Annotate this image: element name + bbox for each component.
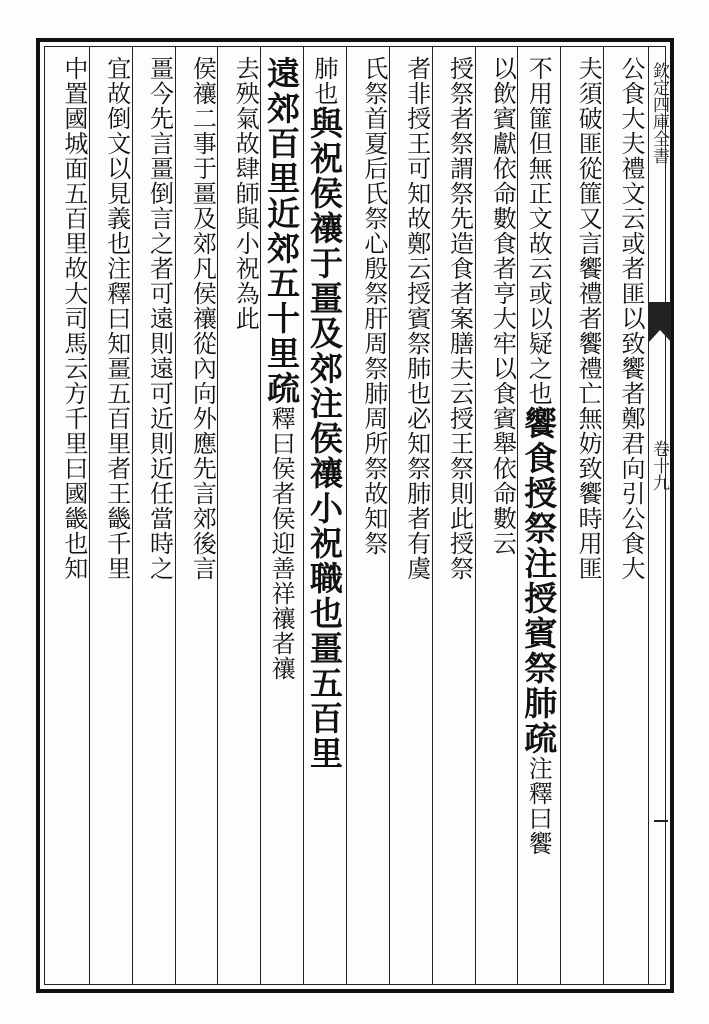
column-rule: [346, 46, 347, 985]
text-column: [432, 56, 475, 581]
column-rule: [517, 46, 518, 985]
fish-tail-mark-icon: [649, 302, 671, 342]
text-column: [389, 56, 432, 581]
commentary-text-segment: 釋曰侯者侯迎善祥禳者禳: [267, 406, 296, 681]
column-rule: [89, 46, 90, 985]
main-text-segment: 與祝侯禳于畺及郊注侯禳小祝職也畺五百里: [304, 106, 344, 771]
column-rule: [303, 46, 304, 985]
column-rule: [132, 46, 133, 985]
column-rule: [560, 46, 561, 985]
column-rule: [432, 46, 433, 985]
text-column: [603, 56, 646, 581]
main-text-segment: 疏: [262, 371, 302, 406]
commentary-text-segment: 去殃氣故肆師與小祝為此: [231, 56, 260, 331]
column-rule: [175, 46, 176, 985]
margin-divider: [648, 46, 649, 985]
commentary-text-segment: 宜故倒文以見義也注釋曰知畺五百里者王畿千里: [102, 56, 131, 581]
commentary-text-segment: 肺也: [309, 56, 338, 106]
book-title-margin: 欽定四庫全書: [649, 62, 669, 164]
commentary-text-segment: 不用篚但無正文故云或以疑之也: [524, 56, 553, 406]
text-column: [89, 56, 132, 581]
column-rule: [475, 46, 476, 985]
commentary-text-segment: 夫須破匪從篚又言饗禮者饗禮亡無妨致饗時用匪: [574, 56, 603, 581]
commentary-text-segment: 氏祭首夏后氏祭心殷祭肝周祭肺周所祭故知祭: [359, 56, 388, 556]
column-rule: [389, 46, 390, 985]
text-column: [175, 56, 218, 581]
main-text-segment: 遠郊百里近郊五十里: [262, 56, 302, 371]
commentary-text-segment: 者非授王可知故鄭云授賓祭肺也必知祭肺者有虞: [402, 56, 431, 581]
text-column: [46, 56, 89, 581]
text-column: [346, 56, 389, 556]
juan-number-margin: 卷十九: [649, 440, 669, 491]
text-column: [303, 56, 346, 771]
text-column: [517, 56, 560, 856]
main-text-segment: 饗食授祭注授賓祭肺疏: [519, 406, 559, 756]
commentary-text-segment: 以飲賓獻依命數食者亨大牢以食賓舉依命數云: [488, 56, 517, 556]
text-column: [217, 56, 260, 331]
column-rule: [260, 46, 261, 985]
text-column: [475, 56, 518, 556]
commentary-text-segment: 侯禳二事于畺及郊凡侯禳從內向外應先言郊後言: [188, 56, 217, 581]
commentary-text-segment: 公食大夫禮文云或者匪以致饗者鄭君向引公食大: [616, 56, 645, 581]
text-column: [132, 56, 175, 581]
page-mark: [654, 820, 668, 822]
commentary-text-segment: 授祭者祭謂祭先造食者案膳夫云授王祭則此授祭: [445, 56, 474, 581]
commentary-text-segment: 注釋曰饗: [524, 756, 553, 856]
column-rule: [217, 46, 218, 985]
commentary-text-segment: 畺今先言畺倒言之者可遠則遠可近則近任當時之: [145, 56, 174, 581]
text-column: [260, 56, 303, 681]
commentary-text-segment: 中置國城面五百里故大司馬云方千里曰國畿也知: [59, 56, 88, 581]
text-column: [560, 56, 603, 581]
column-rule: [603, 46, 604, 985]
